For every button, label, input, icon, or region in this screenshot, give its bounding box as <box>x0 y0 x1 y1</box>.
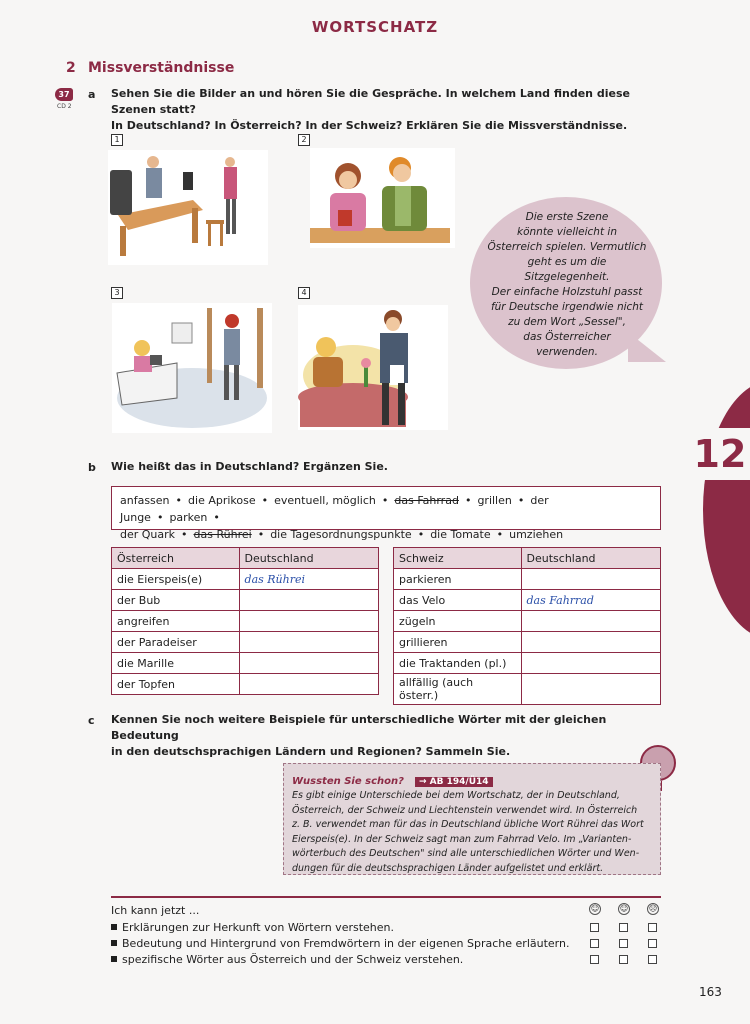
info-line: wörterbuch des Deutschen" sind alle unterschiedlichen Wörter und Wen- <box>292 848 640 859</box>
table-row <box>112 569 379 590</box>
regional-word-cell: zügeln <box>394 611 522 632</box>
can-do-item <box>111 920 394 936</box>
bubble-line: Österreich spielen. Vermutlich <box>487 241 647 253</box>
german-answer-cell[interactable] <box>239 590 378 611</box>
german-answer-cell[interactable] <box>521 569 660 590</box>
audio-track-badge[interactable] <box>55 88 73 101</box>
scene-3-illustration <box>112 303 272 433</box>
bullet-icon <box>111 956 117 962</box>
scene-number-4: 4 <box>298 287 310 299</box>
checkbox-neutral-1[interactable] <box>619 923 628 932</box>
can-do-item-text: spezifische Wörter aus Österreich und der Schweiz verstehen. <box>122 953 464 966</box>
task-c-line-1: Kennen Sie noch weitere Beispiele für unterschiedliche Wörter mit der gleichen Bedeutung <box>111 713 607 742</box>
can-do-item <box>111 936 569 952</box>
task-b-letter: b <box>88 461 96 474</box>
word-option: eventuell, möglich <box>274 494 376 507</box>
checkbox-happy-2[interactable] <box>590 939 599 948</box>
word-box-row-1 <box>120 492 652 526</box>
section-number: 2 <box>66 60 76 76</box>
table-header-austria: Österreich <box>112 548 240 569</box>
info-line: Österreich, der Schweiz und Liechtenstein verwendet wird. In Österreich <box>292 804 638 816</box>
chapter-number: 12 <box>690 428 750 480</box>
regional-word-cell: die Marille <box>112 653 240 674</box>
task-a-letter: a <box>88 88 96 101</box>
regional-word-cell: parkieren <box>394 569 522 590</box>
can-do-item-text: Erklärungen zur Herkunft von Wörtern verstehen. <box>122 921 395 934</box>
word-box-row-2 <box>120 526 652 543</box>
word-separator: • <box>464 494 472 507</box>
chapter-tab-shape <box>703 380 750 640</box>
german-answer-cell[interactable] <box>521 674 660 705</box>
bullet-icon <box>111 924 117 930</box>
checkbox-happy-3[interactable] <box>590 955 599 964</box>
table-header-germany: Deutschland <box>521 548 660 569</box>
can-do-heading: Ich kann jetzt ... <box>111 904 200 917</box>
regional-word-cell: der Paradeiser <box>112 632 240 653</box>
word-option: der Junge <box>120 494 549 524</box>
scene-number-3: 3 <box>111 287 123 299</box>
german-answer-cell[interactable]: das Rührei <box>239 569 378 590</box>
regional-word-cell: angreifen <box>112 611 240 632</box>
regional-word-cell: das Velo <box>394 590 522 611</box>
word-box <box>111 486 661 541</box>
word-separator: • <box>181 528 188 541</box>
word-option: der Quark <box>120 528 176 541</box>
table-row <box>112 632 379 653</box>
scene-2-illustration <box>310 148 455 248</box>
table-row <box>112 653 379 674</box>
german-answer-cell[interactable] <box>239 632 378 653</box>
scene-number-1: 1 <box>111 134 123 146</box>
table-header-germany: Deutschland <box>239 548 378 569</box>
regional-word-cell: der Topfen <box>112 674 240 695</box>
word-separator: • <box>417 528 425 541</box>
table-row <box>112 611 379 632</box>
info-line: dungen für die deutschsprachigen Länder aufgelistet und erklärt. <box>292 862 604 874</box>
page-header-title: WORTSCHATZ <box>311 18 439 36</box>
word-option: anfassen <box>120 494 170 507</box>
checkbox-happy-1[interactable] <box>590 923 599 932</box>
can-do-item <box>111 952 463 968</box>
word-separator: • <box>156 511 164 524</box>
bullet-icon <box>111 940 117 946</box>
bubble-line: könnte vielleicht in <box>517 226 617 238</box>
checkbox-neutral-3[interactable] <box>619 955 628 964</box>
info-box <box>283 763 661 875</box>
bubble-line: Die erste Szene <box>525 211 609 223</box>
checkbox-sad-2[interactable] <box>648 939 657 948</box>
german-answer-cell[interactable] <box>239 611 378 632</box>
info-line: Es gibt einige Unterschiede bei dem Wortschatz, der in Deutschland, <box>292 790 620 801</box>
bubble-line: für Deutsche irgendwie nicht <box>490 301 644 313</box>
sad-face-icon: ☹ <box>648 904 658 913</box>
austria-germany-table <box>111 547 379 695</box>
word-separator: • <box>381 494 389 507</box>
task-a-instruction <box>111 86 671 134</box>
word-separator: • <box>213 511 220 524</box>
scene-number-2: 2 <box>298 134 310 146</box>
word-separator: • <box>257 528 265 541</box>
table-row <box>112 590 379 611</box>
section-title: Missverständnisse <box>88 60 235 76</box>
happy-face-icon: ☺ <box>590 904 600 913</box>
word-option: grillen <box>477 494 512 507</box>
german-answer-cell[interactable] <box>239 674 378 695</box>
regional-word-cell: grillieren <box>394 632 522 653</box>
info-line: Eierspeis(e). In der Schweiz sagt man zum Fahrrad Velo. Im „Varianten- <box>292 833 632 845</box>
german-answer-cell[interactable] <box>521 632 660 653</box>
info-line: z. B. verwendet man für das in Deutschland übliche Wort Rührei das Wort <box>292 819 644 830</box>
table-header-switzerland: Schweiz <box>394 548 522 569</box>
page-number: 163 <box>699 985 722 999</box>
task-a-line-1: Sehen Sie die Bilder an und hören Sie die Gespräche. In welchem Land finden diese Szenen statt? <box>111 87 630 116</box>
word-option: das Fahrrad <box>394 494 459 507</box>
table-row <box>394 590 661 611</box>
info-box-title: Wussten Sie schon? <box>292 776 404 787</box>
switzerland-germany-table <box>393 547 661 705</box>
word-option: umziehen <box>509 528 564 541</box>
scene-1-illustration <box>108 150 268 265</box>
table-row <box>394 632 661 653</box>
bubble-line: geht es um die Sitzgelegenheit. <box>524 256 610 283</box>
table-row <box>394 569 661 590</box>
audio-track-number: 37 <box>58 90 70 99</box>
regional-word-cell: der Bub <box>112 590 240 611</box>
workbook-reference-link[interactable]: → AB 194/Ü14 <box>415 777 493 787</box>
word-separator: • <box>261 494 269 507</box>
word-option: die Tomate <box>430 528 491 541</box>
german-answer-cell[interactable]: das Fahrrad <box>521 590 660 611</box>
regional-word-cell: die Traktanden (pl.) <box>394 653 522 674</box>
info-box-text <box>292 789 652 876</box>
cd-label: CD 2 <box>57 103 72 110</box>
bubble-line: verwenden. <box>536 346 598 358</box>
german-answer-cell[interactable] <box>521 653 660 674</box>
can-do-divider <box>111 896 661 898</box>
german-answer-cell[interactable] <box>521 611 660 632</box>
task-c-letter: c <box>88 714 95 727</box>
word-option: das Rührei <box>193 528 252 541</box>
word-separator: • <box>517 494 525 507</box>
table-row <box>394 674 661 705</box>
task-b-instruction: Wie heißt das in Deutschland? Ergänzen Sie. <box>111 460 388 473</box>
word-separator: • <box>496 528 504 541</box>
word-option: parken <box>169 511 208 524</box>
bubble-line: zu dem Wort „Sessel", <box>508 316 626 328</box>
word-separator: • <box>175 494 183 507</box>
can-do-item-text: Bedeutung und Hintergrund von Fremdwörtern in der eigenen Sprache erläutern. <box>122 937 570 950</box>
table-row <box>112 674 379 695</box>
bubble-line: das Österreicher <box>523 331 611 343</box>
task-a-line-2: In Deutschland? In Österreich? In der Schweiz? Erklären Sie die Missverständnisse. <box>111 119 628 132</box>
table-row <box>394 611 661 632</box>
regional-word-cell: die Eierspeis(e) <box>112 569 240 590</box>
word-option: die Tagesordnungspunkte <box>270 528 412 541</box>
task-c-instruction <box>111 712 671 760</box>
checkbox-sad-1[interactable] <box>648 923 657 932</box>
scene-4-illustration <box>298 305 448 430</box>
german-answer-cell[interactable] <box>239 653 378 674</box>
table-row <box>394 653 661 674</box>
checkbox-neutral-2[interactable] <box>619 939 628 948</box>
regional-word-cell: allfällig (auch österr.) <box>394 674 522 705</box>
checkbox-sad-3[interactable] <box>648 955 657 964</box>
bubble-line: Der einfache Holzstuhl passt <box>491 286 643 298</box>
neutral-face-icon: ☺ <box>619 904 629 913</box>
task-c-line-2: in den deutschsprachigen Ländern und Regionen? Sammeln Sie. <box>111 745 511 758</box>
word-option: die Aprikose <box>188 494 256 507</box>
speech-bubble-text <box>484 210 650 360</box>
